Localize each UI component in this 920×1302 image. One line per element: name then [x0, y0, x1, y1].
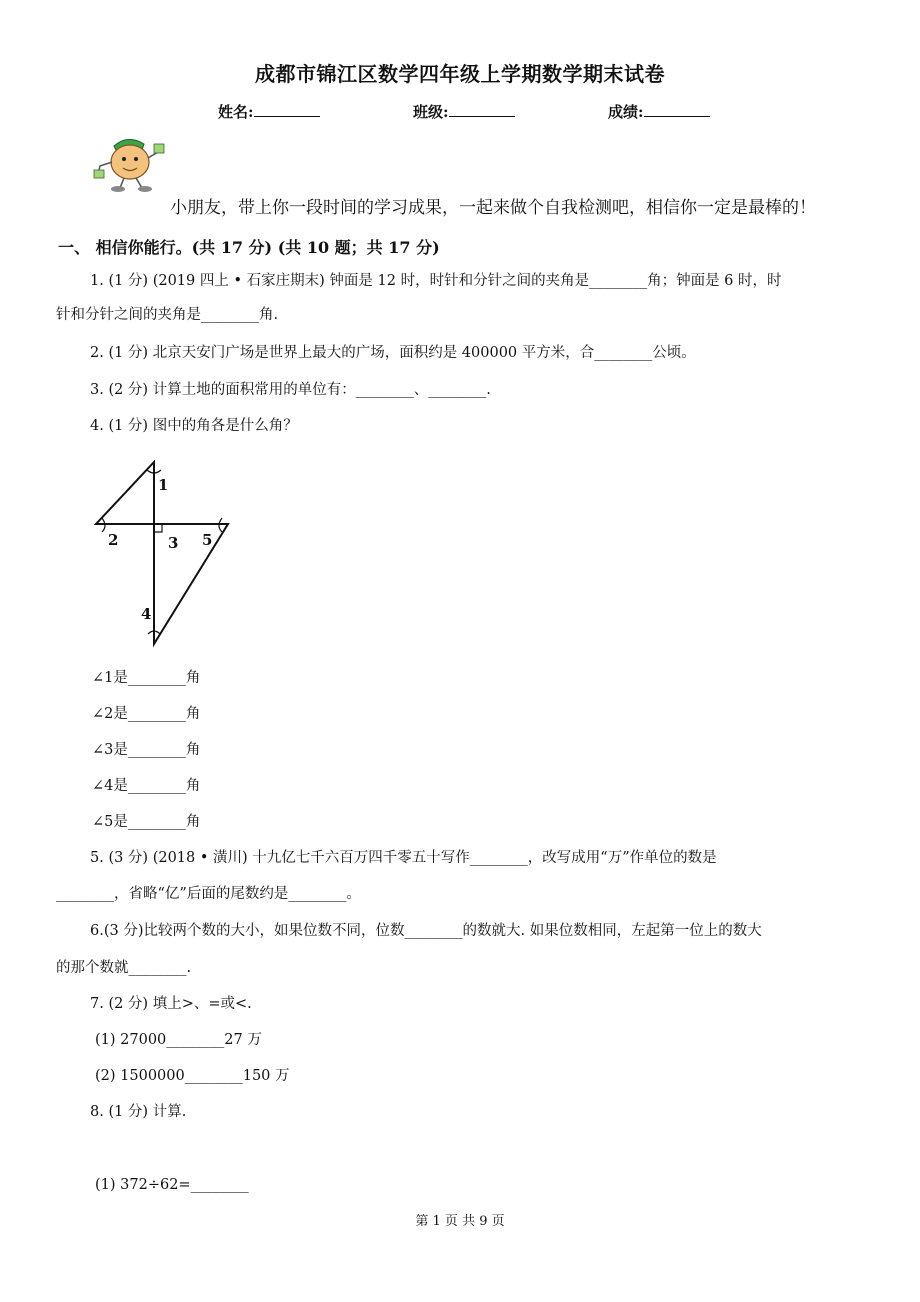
section-heading: 一、 相信你能行。(共 17 分) (共 10 题；共 17 分)	[58, 238, 440, 257]
name-label: 姓名:	[218, 103, 254, 121]
score-label: 成绩:	[608, 103, 644, 121]
angle-label-5: 5	[202, 531, 213, 549]
angle-answer-2: ∠2是________角	[92, 706, 201, 722]
question-7-stem: 7. (2 分) 填上>、=或<.	[90, 996, 252, 1012]
question-7-item-1: (1) 27000________27 万	[95, 1032, 262, 1048]
exam-title: 成都市锦江区数学四年级上学期数学期末试卷	[255, 62, 665, 86]
angle-label-2: 2	[108, 531, 119, 549]
angle-answer-3: ∠3是________角	[92, 742, 201, 758]
question-1-line-1: 1. (1 分) (2019 四上 • 石家庄期末) 钟面是 12 时，时针和分针之间的夹角是________角；钟面是 6 时，时	[90, 273, 782, 289]
question-6-line-1: 6.(3 分)比较两个数的大小，如果位数不同，位数________的数就大. 如果位数相同，左起第一位上的数大	[90, 923, 762, 939]
angle-answer-5: ∠5是________角	[92, 814, 201, 830]
question-8-stem: 8. (1 分) 计算.	[90, 1104, 187, 1120]
question-7-item-2: (2) 1500000________150 万	[95, 1068, 290, 1084]
question-2: 2. (1 分) 北京天安门广场是世界上最大的广场，面积约是 400000 平方米，合________公顷。	[90, 345, 696, 361]
angle-answer-1: ∠1是________角	[92, 670, 201, 686]
kite-figure	[88, 456, 238, 652]
question-3: 3. (2 分) 计算土地的面积常用的单位有：________、________.	[90, 382, 491, 398]
question-8-item-1: (1) 372÷62=________	[95, 1177, 249, 1193]
page-footer: 第 1 页 共 9 页	[415, 1214, 505, 1229]
name-blank	[254, 116, 320, 117]
question-1-line-2: 针和分针之间的夹角是________角.	[56, 307, 279, 323]
question-4-stem: 4. (1 分) 图中的角各是什么角？	[90, 418, 298, 434]
mascot-icon	[92, 132, 168, 194]
angle-label-1: 1	[158, 476, 169, 494]
intro-text: 小朋友，带上你一段时间的学习成果，一起来做个自我检测吧，相信你一定是最棒的！	[170, 198, 816, 218]
angle-label-3: 3	[168, 534, 179, 552]
question-6-line-2: 的那个数就________.	[56, 960, 192, 976]
angle-label-4: 4	[141, 605, 152, 623]
score-blank	[644, 116, 710, 117]
class-blank	[449, 116, 515, 117]
question-5-line-1: 5. (3 分) (2018 • 潢川) 十九亿七千六百万四千零五十写作________，改写成用“万”作单位的数是	[90, 850, 717, 866]
name-field	[218, 101, 320, 122]
score-field	[608, 101, 710, 122]
angle-answer-4: ∠4是________角	[92, 778, 201, 794]
class-field	[413, 101, 515, 122]
class-label: 班级:	[413, 103, 449, 121]
question-5-line-2: ________，省略“亿”后面的尾数约是________。	[56, 886, 361, 902]
